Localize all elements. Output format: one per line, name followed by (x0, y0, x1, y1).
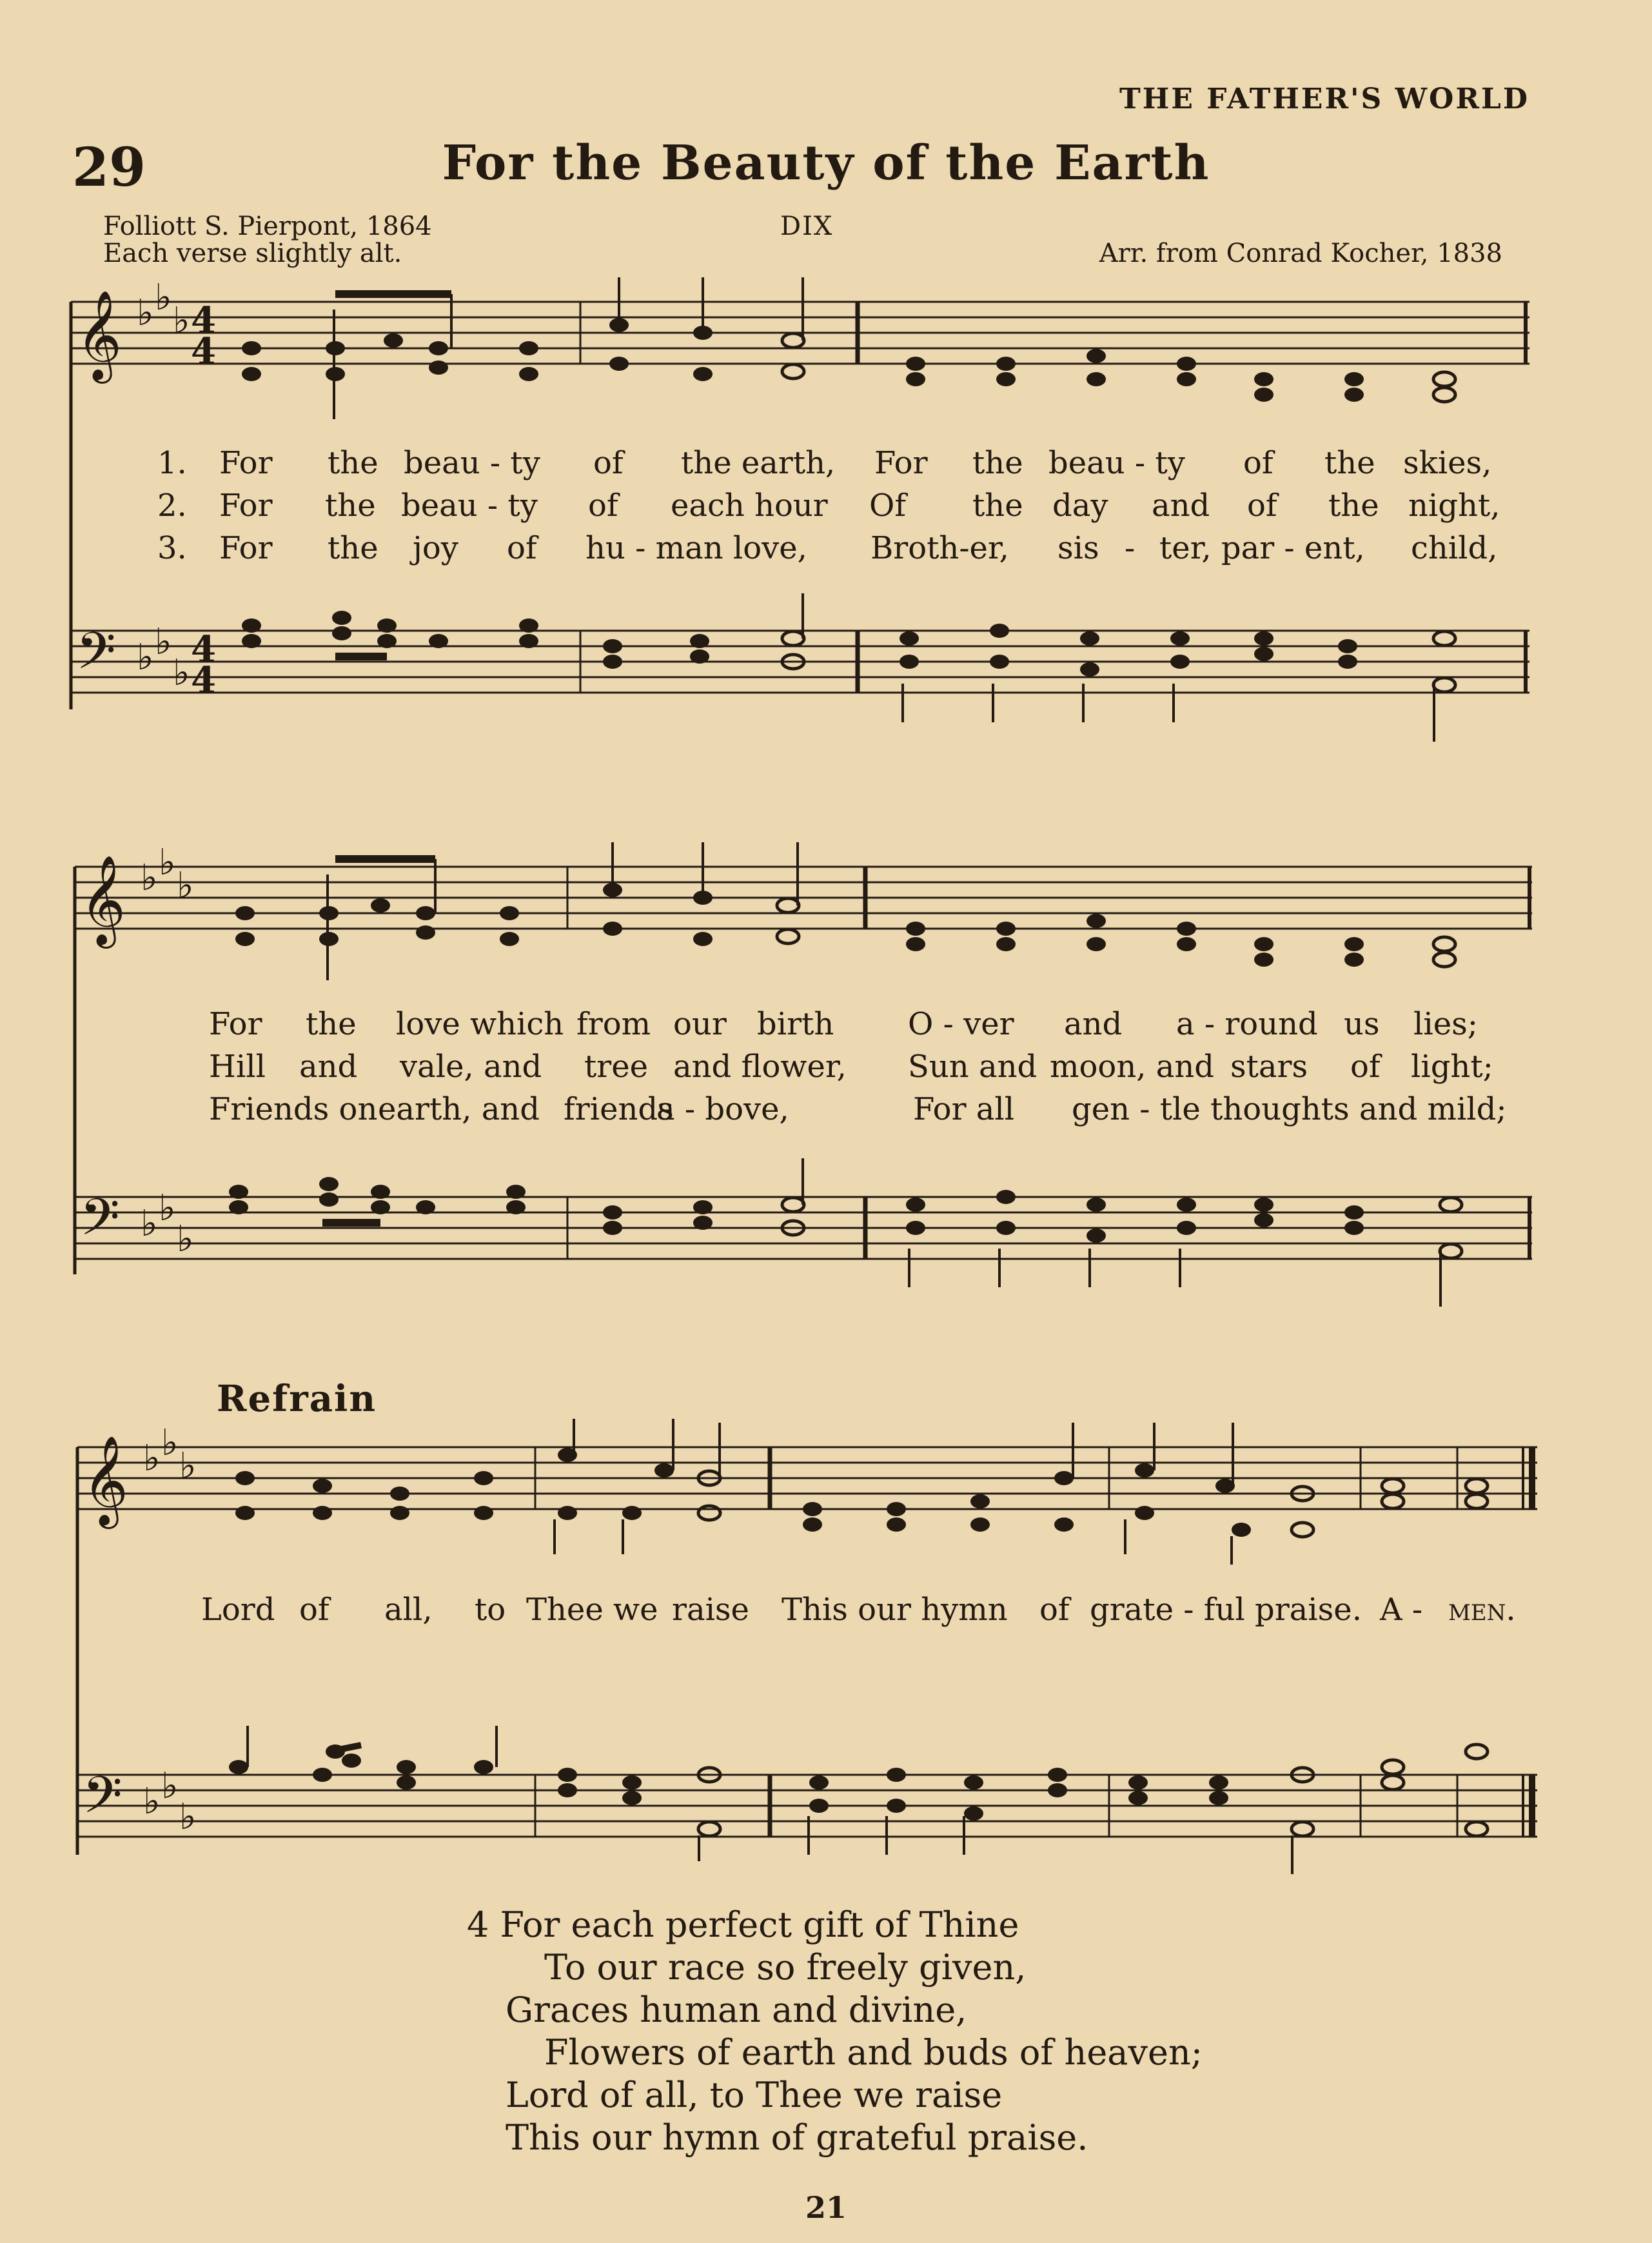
syllable: - (1125, 530, 1136, 566)
svg-text:♭: ♭ (141, 857, 158, 899)
hymn-number: 29 (72, 137, 146, 199)
svg-text:♭: ♭ (137, 292, 154, 334)
syllable: to (475, 1592, 506, 1628)
syllable: the (328, 530, 379, 566)
syllable: the (972, 445, 1023, 481)
syllable: For all (913, 1091, 1015, 1127)
syllable: of (1350, 1049, 1381, 1085)
syllable: all, (384, 1592, 433, 1628)
syllable: sis (1057, 530, 1099, 566)
syllable: from (576, 1006, 651, 1042)
refrain-label: Refrain (217, 1378, 377, 1420)
syllable: This our hymn (782, 1592, 1008, 1628)
syllable: moon, and (1050, 1049, 1214, 1085)
svg-text:♭: ♭ (161, 1422, 179, 1464)
syllable: Friends on (209, 1091, 378, 1127)
syllable: tree (584, 1049, 649, 1085)
syllable: the (972, 488, 1023, 524)
syllable: of (593, 445, 624, 481)
syllable: For (219, 445, 273, 481)
arranger-credit: Arr. from Conrad Kocher, 1838 (1099, 239, 1502, 268)
syllable: of (1247, 488, 1277, 524)
svg-text:♭: ♭ (177, 1218, 194, 1260)
syllable: a - round (1176, 1006, 1318, 1042)
syllable: ter, par - ent, (1159, 530, 1365, 566)
svg-text:♭: ♭ (159, 842, 176, 884)
bass-clef-icon: 𝄢 (76, 621, 116, 693)
author-note: Each verse slightly alt. (103, 239, 402, 268)
syllable: and (1152, 488, 1210, 524)
syllable: beau - ty (404, 445, 540, 481)
svg-text:♭: ♭ (173, 652, 190, 694)
treble-clef-icon: 𝄞 (83, 1436, 128, 1525)
syllable: a - bove, (656, 1091, 789, 1127)
tune-name: DIX (780, 212, 834, 241)
time-sig-bottom-treble: 4 (191, 330, 216, 373)
syllable: birth (757, 1006, 834, 1042)
syllable: of (299, 1592, 329, 1628)
syllable: lies; (1413, 1006, 1478, 1042)
syllable: of (588, 488, 618, 524)
svg-text:♭: ♭ (179, 1796, 197, 1838)
verse-4-line-6: This our hymn of grateful praise. (506, 2117, 1088, 2158)
syllable: of (1243, 445, 1273, 481)
verse-4-line-3: Graces human and divine, (506, 1990, 967, 2030)
syllable: beau - ty (1048, 445, 1185, 481)
svg-text:♭: ♭ (143, 1781, 161, 1823)
page-number: 21 (805, 2190, 847, 2225)
verse-number: 2. (157, 488, 187, 524)
syllable: joy (413, 530, 458, 566)
syllable: our (673, 1006, 727, 1042)
syllable: each hour (671, 488, 828, 524)
syllable: child, (1411, 530, 1498, 566)
music-system-refrain (0, 1416, 1652, 1868)
syllable: friends (564, 1091, 674, 1127)
verse-4-line-1: 4 For each perfect gift of Thine (467, 1904, 1019, 1945)
svg-text:♭: ♭ (177, 865, 194, 907)
syllable: night, (1408, 488, 1500, 524)
syllable: Sun and (908, 1049, 1037, 1085)
syllable: the earth, (681, 445, 836, 481)
time-sig-top-treble: 4 (191, 299, 216, 342)
syllable: the (306, 1006, 357, 1042)
treble-clef-icon: 𝄞 (76, 290, 122, 380)
treble-clef-icon: 𝄞 (80, 855, 126, 945)
time-sig-bottom-bass: 4 (191, 659, 216, 702)
verse-4-line-4: Flowers of earth and buds of heaven; (544, 2032, 1203, 2073)
syllable: Broth-er, (870, 530, 1009, 566)
syllable: For (219, 488, 273, 524)
syllable: and flower, (673, 1049, 847, 1085)
syllable: Thee we (526, 1592, 658, 1628)
time-sig-top-bass: 4 (191, 628, 216, 671)
syllable: of (1039, 1592, 1070, 1628)
syllable: beau - ty (401, 488, 538, 524)
syllable: For (874, 445, 928, 481)
syllable: day (1052, 488, 1108, 524)
syllable: stars (1230, 1049, 1308, 1085)
syllable: love which (396, 1006, 564, 1042)
bass-clef-icon: 𝄢 (80, 1187, 120, 1260)
svg-text:♭: ♭ (143, 1438, 161, 1479)
syllable: and (1064, 1006, 1123, 1042)
svg-text:♭: ♭ (137, 637, 154, 678)
verse-4 (467, 1904, 1203, 2159)
syllable: hu - man love, (585, 530, 807, 566)
syllable: the (1324, 445, 1375, 481)
svg-text:♭: ♭ (155, 277, 172, 319)
syllable: O - ver (908, 1006, 1014, 1042)
svg-text:♭: ♭ (161, 1765, 179, 1807)
syllable: earth, and (378, 1091, 540, 1127)
syllable: the (325, 488, 376, 524)
syllable: the (1328, 488, 1379, 524)
syllable: Of (869, 488, 907, 524)
syllable: raise (672, 1592, 749, 1628)
bass-clef-icon: 𝄢 (83, 1765, 123, 1837)
syllable: Hill (209, 1049, 266, 1085)
syllable: skies, (1403, 445, 1492, 481)
verse-4-line-5: Lord of all, to Thee we raise (506, 2075, 1003, 2115)
hymn-title: For the Beauty of the Earth (442, 135, 1210, 191)
syllable: us (1344, 1006, 1380, 1042)
syllable: light; (1411, 1049, 1493, 1085)
svg-text:♭: ♭ (141, 1203, 158, 1245)
svg-text:♭: ♭ (155, 621, 172, 663)
syllable: and (299, 1049, 358, 1085)
verse-number: 1. (157, 445, 187, 481)
syllable: men. (1448, 1592, 1516, 1628)
syllable: of (507, 530, 537, 566)
verse-4-line-2: To our race so freely given, (544, 1947, 1027, 1988)
verse-number: 3. (157, 530, 187, 566)
syllable: For (219, 530, 273, 566)
syllable: grate - ful praise. (1090, 1592, 1362, 1628)
syllable: the (328, 445, 379, 481)
syllable: vale, and (400, 1049, 542, 1085)
author-credit: Folliott S. Pierpont, 1864 (103, 212, 432, 241)
syllable: For (209, 1006, 262, 1042)
svg-text:♭: ♭ (159, 1187, 176, 1229)
syllable: gen - tle thoughts and mild; (1072, 1091, 1507, 1127)
syllable: Lord (201, 1592, 275, 1628)
svg-text:♭: ♭ (179, 1445, 197, 1487)
syllable: A - (1380, 1592, 1423, 1628)
verse-number: 4 (467, 1904, 489, 1945)
svg-text:♭: ♭ (173, 300, 190, 342)
section-title: THE FATHER'S WORLD (1119, 83, 1529, 115)
